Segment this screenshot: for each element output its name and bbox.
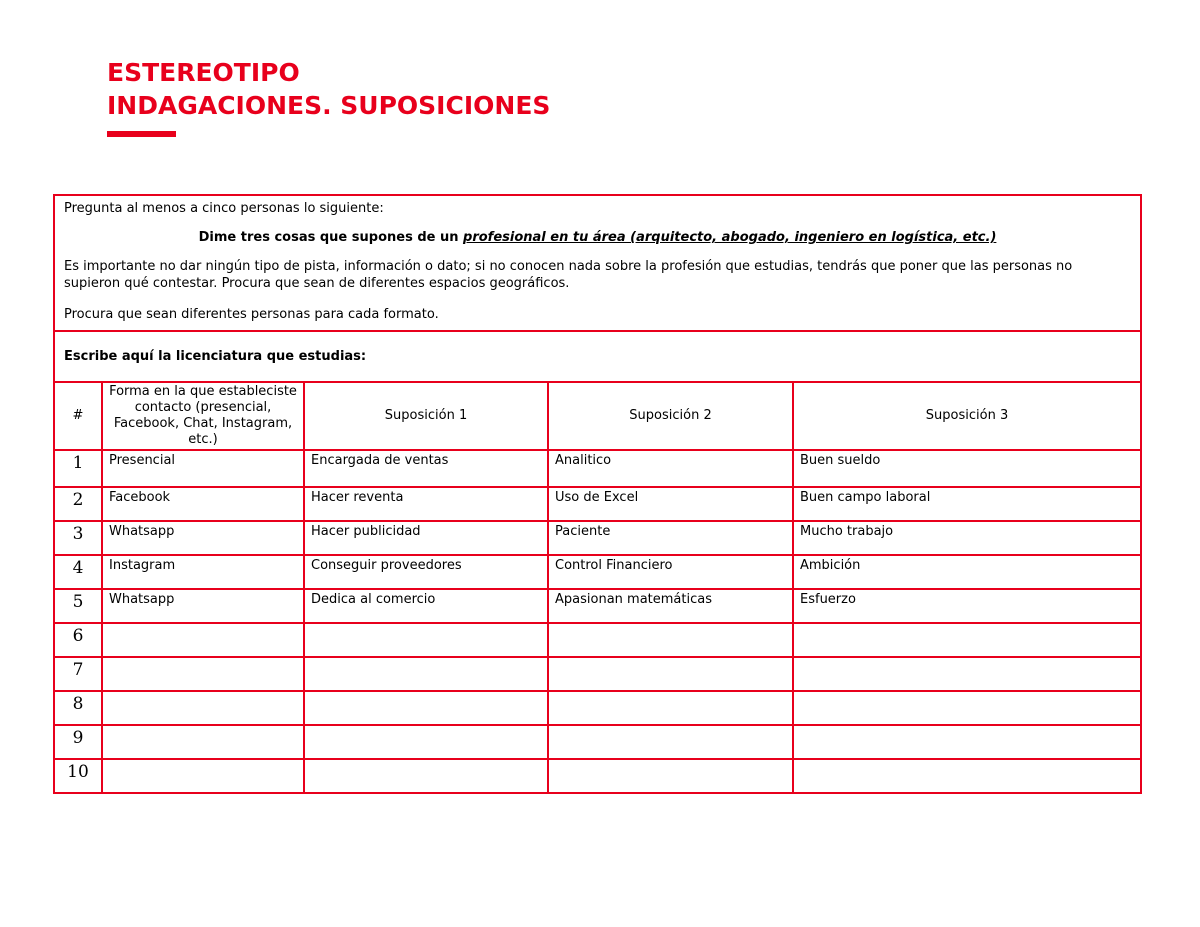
instructions-note: Es importante no dar ningún tipo de pista, información o dato; si no conocen nada sobre la profesión que estudias, tendrás que poner que las personas no supieron qué contestar. Procura que sean de diferentes espacios geográficos.	[64, 259, 1073, 291]
row-number: 10	[54, 759, 102, 793]
survey-table	[53, 194, 1142, 794]
table-row	[54, 759, 1141, 793]
question-emphasis: profesional en tu área (arquitecto, abogado, ingeniero en logística, etc.)	[463, 230, 997, 245]
suposicion-1-cell[interactable]: Conseguir proveedores	[304, 555, 548, 589]
contact-cell[interactable]	[102, 691, 304, 725]
row-number: 6	[54, 623, 102, 657]
table-row	[54, 487, 1141, 521]
contact-cell[interactable]	[102, 759, 304, 793]
instructions-box	[54, 195, 1141, 331]
instructions-question	[64, 229, 1131, 246]
row-number: 9	[54, 725, 102, 759]
suposicion-2-cell[interactable]	[548, 623, 793, 657]
suposicion-3-cell[interactable]: Esfuerzo	[793, 589, 1141, 623]
suposicion-3-cell[interactable]: Mucho trabajo	[793, 521, 1141, 555]
table-row	[54, 555, 1141, 589]
contact-cell[interactable]: Presencial	[102, 450, 304, 487]
suposicion-3-cell[interactable]	[793, 623, 1141, 657]
row-number: 2	[54, 487, 102, 521]
suposicion-1-cell[interactable]	[304, 623, 548, 657]
suposicion-1-cell[interactable]	[304, 657, 548, 691]
row-number: 5	[54, 589, 102, 623]
row-number: 8	[54, 691, 102, 725]
degree-label: Escribe aquí la licenciatura que estudias:	[64, 349, 367, 364]
row-number: 7	[54, 657, 102, 691]
suposicion-1-cell[interactable]	[304, 759, 548, 793]
contact-cell[interactable]: Whatsapp	[102, 521, 304, 555]
contact-cell[interactable]: Whatsapp	[102, 589, 304, 623]
row-number: 4	[54, 555, 102, 589]
contact-cell[interactable]	[102, 725, 304, 759]
suposicion-3-cell[interactable]: Ambición	[793, 555, 1141, 589]
row-number: 1	[54, 450, 102, 487]
suposicion-2-cell[interactable]: Apasionan matemáticas	[548, 589, 793, 623]
table-row	[54, 725, 1141, 759]
suposicion-1-cell[interactable]: Encargada de ventas	[304, 450, 548, 487]
contact-cell[interactable]: Instagram	[102, 555, 304, 589]
suposicion-2-cell[interactable]: Analitico	[548, 450, 793, 487]
suposicion-1-cell[interactable]: Hacer publicidad	[304, 521, 548, 555]
suposicion-3-cell[interactable]	[793, 759, 1141, 793]
instructions-note-2: Procura que sean diferentes personas para cada formato.	[64, 307, 439, 322]
suposicion-2-cell[interactable]	[548, 657, 793, 691]
suposicion-1-cell[interactable]	[304, 725, 548, 759]
suposicion-1-cell[interactable]: Dedica al comercio	[304, 589, 548, 623]
suposicion-3-cell[interactable]	[793, 657, 1141, 691]
suposicion-2-cell[interactable]	[548, 725, 793, 759]
table-row	[54, 623, 1141, 657]
contact-cell[interactable]	[102, 623, 304, 657]
title-line-1: ESTEREOTIPO	[107, 58, 300, 87]
title-underline	[107, 131, 176, 137]
header-contact: Forma en la que estableciste contacto (presencial, Facebook, Chat, Instagram, etc.)	[102, 382, 304, 450]
table-row	[54, 589, 1141, 623]
header-suposicion-2: Suposición 2	[548, 382, 793, 450]
table-row	[54, 657, 1141, 691]
suposicion-2-cell[interactable]	[548, 691, 793, 725]
suposicion-3-cell[interactable]	[793, 691, 1141, 725]
header-suposicion-1: Suposición 1	[304, 382, 548, 450]
title-line-2: INDAGACIONES. SUPOSICIONES	[107, 91, 551, 120]
instructions-intro: Pregunta al menos a cinco personas lo siguiente:	[64, 201, 384, 216]
header-suposicion-3: Suposición 3	[793, 382, 1141, 450]
table-row	[54, 691, 1141, 725]
suposicion-3-cell[interactable]: Buen sueldo	[793, 450, 1141, 487]
page-title	[107, 56, 550, 122]
suposicion-1-cell[interactable]: Hacer reventa	[304, 487, 548, 521]
suposicion-3-cell[interactable]: Buen campo laboral	[793, 487, 1141, 521]
contact-cell[interactable]	[102, 657, 304, 691]
table-row	[54, 450, 1141, 487]
table-row	[54, 521, 1141, 555]
suposicion-2-cell[interactable]: Paciente	[548, 521, 793, 555]
contact-cell[interactable]: Facebook	[102, 487, 304, 521]
row-number: 3	[54, 521, 102, 555]
header-number: #	[54, 382, 102, 450]
question-prefix: Dime tres cosas que supones de un	[198, 230, 464, 245]
suposicion-2-cell[interactable]: Control Financiero	[548, 555, 793, 589]
suposicion-2-cell[interactable]	[548, 759, 793, 793]
degree-field[interactable]	[54, 331, 1141, 382]
suposicion-1-cell[interactable]	[304, 691, 548, 725]
suposicion-3-cell[interactable]	[793, 725, 1141, 759]
table-header-row	[54, 382, 1141, 450]
suposicion-2-cell[interactable]: Uso de Excel	[548, 487, 793, 521]
